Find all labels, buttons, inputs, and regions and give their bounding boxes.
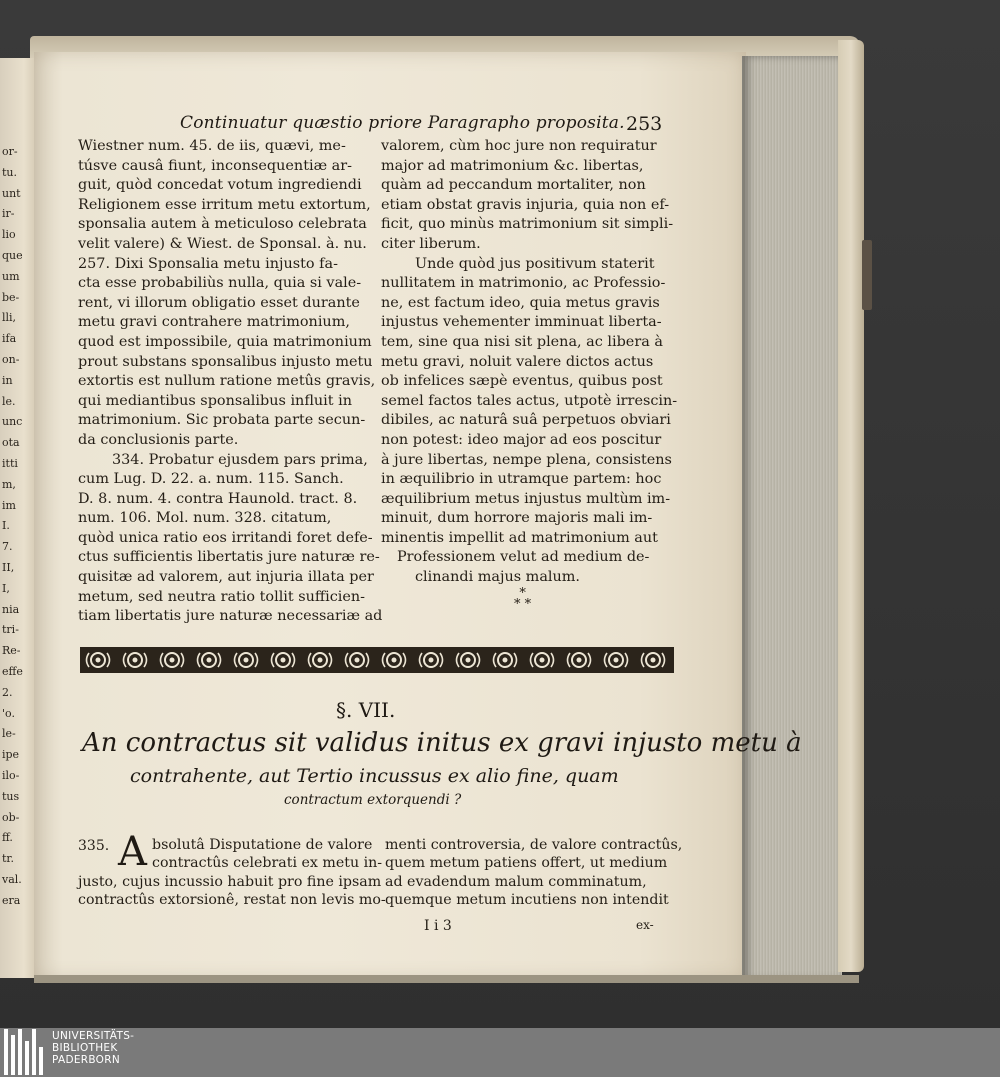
text-line: quem metum patiens offert, ut medium [385,855,668,872]
margin-fragment: itti [2,457,18,470]
margin-fragment: or- [2,145,18,158]
margin-fragment: ff. [2,831,13,845]
text-line: quàm ad peccandum mortaliter, non [381,177,646,194]
text-line: citer liberum. [381,235,481,252]
text-line: bsolutâ Disputatione de valore [152,837,373,853]
text-line: Unde quòd jus positivum staterit [415,255,655,272]
text-line: menti controversia, de valore contractûs, [385,837,683,853]
section-title-line-2: contrahente, aut Tertio incussus ex alio fine, quam [130,765,619,787]
margin-fragment: im [2,498,16,512]
margin-fragment: be- [2,290,20,304]
text-line: ob infelices sæpè eventus, quibus post [381,373,663,390]
text-line: dibiles, ac naturâ suâ perpetuos obviari [381,412,671,429]
text-line: major ad matrimonium &c. libertas, [381,157,644,174]
paragraph-number: 335. [78,838,110,854]
text-line: valorem, cùm hoc jure non requiratur [381,138,657,154]
running-head: Continuatur quæstio priore Paragrapho proposita. [180,113,625,133]
text-line: quemque metum incutiens non intendit [385,892,669,909]
margin-fragment: que [2,249,23,262]
text-line: quisitæ ad valorem, aut injuria illata per [78,569,374,586]
text-line: quòd unica ratio eos irritandi foret defe- [78,529,373,546]
text-line: num. 106. Mol. num. 328. citatum, [78,510,332,527]
signature-mark: I i 3 [424,918,452,934]
section-title-line-3: contractum extorquendi ? [284,792,462,808]
text-line: minentis impellit ad matrimonium aut [381,529,658,546]
page-block-fore-edge [742,56,842,980]
margin-fragment: tus [2,789,20,803]
margin-fragment: effe [2,665,23,678]
asterisk-bottom: * * [514,597,532,612]
text-line: à jure libertas, nempe plena, consistens [381,451,672,468]
margin-fragment: lio [2,228,16,242]
page-number: 253 [626,113,663,135]
text-line: rent, vi illorum obligatio esset durante [78,294,360,311]
text-line: semel factos tales actus, utpotè irrescin- [381,392,678,409]
margin-fragment: ilo- [2,769,20,782]
footer-line-2: BIBLIOTHEK [52,1042,118,1054]
text-line: metum, sed neutra ratio tollit sufficien- [78,588,366,605]
margin-fragment: ota [2,436,20,450]
text-line: sponsalia autem à meticuloso celebrata [78,216,367,233]
text-line: qui mediantibus sponsalibus influit in [78,392,353,409]
text-line: ficit, quo minùs matrimonium sit simpli- [381,216,674,233]
text-line: ctus sufficientis libertatis jure naturæ re- [78,549,380,566]
asterisk-top: * [519,586,526,601]
logo-bar [39,1047,43,1075]
margin-fragment: tu. [2,165,18,179]
drop-cap: A [118,829,147,875]
margin-fragment: tr. [2,852,14,866]
library-footer [0,1028,1000,1077]
margin-fragment: um [2,269,20,283]
margin-fragment: ifa [2,332,17,346]
margin-fragment: nia [2,602,20,616]
text-line: cta esse probabiliùs nulla, quia si vale- [78,275,362,292]
margin-fragment: unt [2,186,21,200]
margin-fragment: ob- [2,810,20,824]
ornament-band [80,647,674,673]
margin-fragment: ipe [2,748,20,762]
text-line: ne, est factum ideo, quia metus gravis [381,294,660,311]
section-title-line-1: An contractus sit validus initus ex gravi injusto metu à [82,728,802,758]
text-line: 334. Probatur ejusdem pars prima, [112,451,368,468]
text-line: injustus vehementer imminuat liberta- [381,314,662,331]
text-line: etiam obstat gravis injuria, quia non ef- [381,196,670,213]
text-line: extortis est nullum ratione metûs gravis, [78,373,376,390]
book-clasp [862,240,872,310]
book-bottom-edge [34,975,859,983]
text-line: tiam libertatis jure naturæ necessariæ ad [78,608,383,625]
text-line: da conclusionis parte. [78,431,239,448]
margin-fragment: in [2,373,13,387]
margin-fragment: 'o. [2,706,15,720]
text-line: prout substans sponsalibus injusto metu [78,353,373,370]
text-line: velit valere) & Wiest. de Sponsal. à. nu. [78,235,367,252]
logo-bar [32,1029,36,1075]
margin-fragment: 7. [2,540,13,554]
text-line: in æquilibrio in utramque partem: hoc [381,471,662,488]
text-line: justo, cujus incussio habuit pro fine ipsam [78,873,382,890]
text-line: non potest: ideo major ad eos poscitur [381,431,662,448]
text-line: æquilibrium metus injustus multùm im- [381,490,671,507]
catchword: ex- [636,918,654,932]
margin-fragment: unc [2,415,23,429]
text-line: Wiestner num. 45. de iis, quævi, me- [78,138,346,154]
text-line: tem, sine qua nisi sit plena, ac libera à [381,333,663,350]
logo-bar [25,1041,29,1075]
text-line: ad evadendum malum comminatum, [385,873,647,890]
text-line: clinandi majus malum. [415,569,581,586]
footer-line-3: PADERBORN [52,1054,120,1066]
margin-fragment: I. [2,519,10,533]
margin-fragment: era [2,893,21,907]
text-line: guit, quòd concedat votum ingrediendi [78,177,362,194]
margin-fragment: ir- [2,207,15,221]
text-line: matrimonium. Sic probata parte secun- [78,412,366,429]
section-number: §. VII. [336,698,396,722]
right-text-column [381,137,681,588]
margin-fragment: tri- [2,623,19,637]
logo-bar [11,1035,15,1075]
text-line: cum Lug. D. 22. a. num. 115. Sanch. [78,471,344,488]
text-line: minuit, dum horrore majoris mali im- [381,510,653,527]
text-line: 257. Dixi Sponsalia metu injusto fa- [78,255,338,272]
library-logo-icon [4,1029,44,1075]
footer-line-1: UNIVERSITÄTS- [52,1030,135,1042]
logo-bar [18,1029,22,1075]
book-cover-edge [838,40,864,972]
margin-fragment: 2. [2,685,13,699]
margin-fragment: lli, [2,311,17,325]
asterism [514,588,531,610]
text-line: metu gravi contrahere matrimonium, [78,314,350,331]
margin-fragment: II, [2,561,15,574]
paragraph-335-right [385,836,683,910]
margin-fragment: on- [2,353,20,366]
text-line: D. 8. num. 4. contra Haunold. tract. 8. [78,490,358,507]
margin-fragment: val. [2,873,22,886]
text-line: Professionem velut ad medium de- [397,549,650,566]
text-line: quod est impossibile, quia matrimonium [78,333,372,350]
text-line: nullitatem in matrimonio, ac Professio- [381,275,666,292]
ornamental-border [80,645,674,675]
margin-fragment: I, [2,581,10,595]
text-line: metu gravi, noluit valere dictos actus [381,353,654,370]
margin-fragment: le- [2,727,16,741]
text-line: túsve causâ fiunt, inconsequentiæ ar- [78,157,353,174]
margin-fragment: le. [2,394,16,408]
text-line: contractûs celebrati ex metu in- [152,855,383,872]
text-line: contractûs extorsionê, restat non levis mo- [78,892,386,909]
text-line: Religionem esse irritum metu extortum, [78,196,371,213]
left-text-column [78,137,383,627]
margin-fragment: m, [2,477,16,491]
margin-fragment: Re- [2,644,21,658]
logo-bar [4,1029,8,1075]
